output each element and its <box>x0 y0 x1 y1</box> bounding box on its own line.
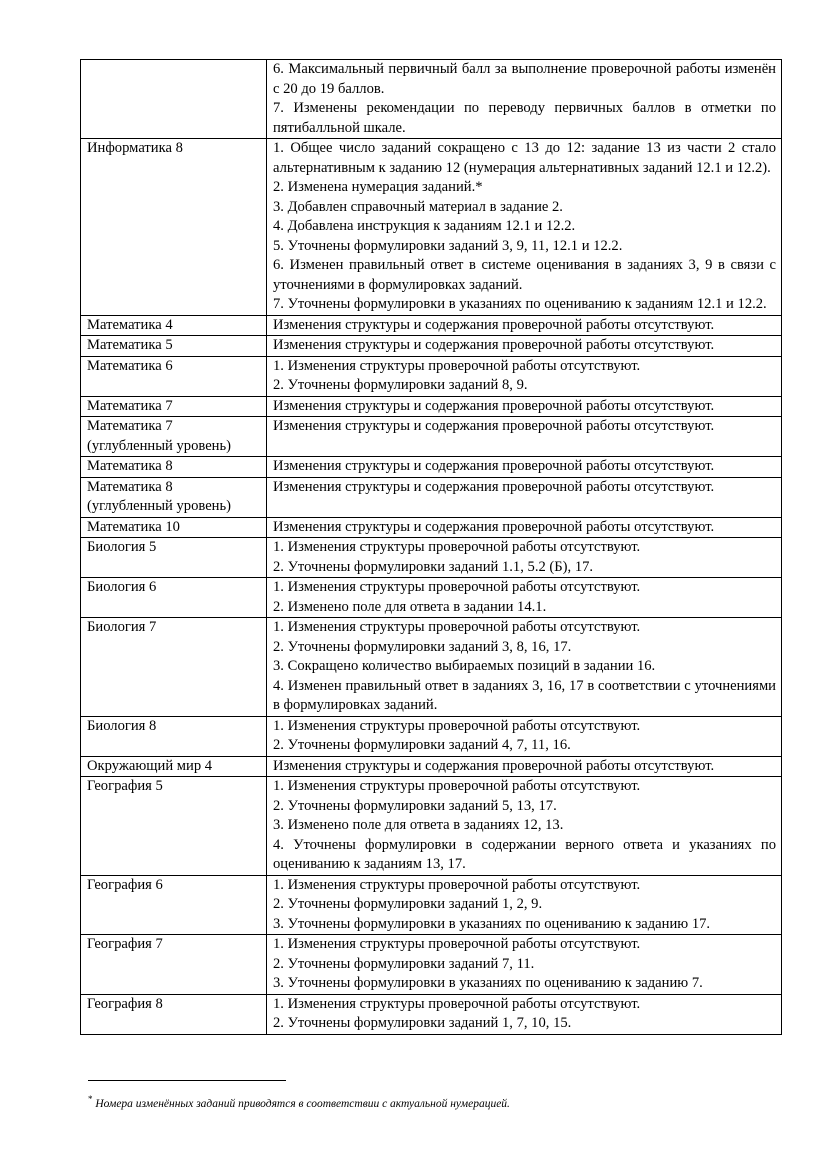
change-item: 7. Изменены рекомендации по переводу первичных баллов в отметки по пятибалльной шкале. <box>273 100 776 136</box>
change-item: 1. Изменения структуры проверочной работы отсутствуют. <box>273 579 641 595</box>
subject-cell: Математика 6 <box>81 356 267 396</box>
table-row <box>81 875 782 935</box>
subject-cell <box>81 60 267 139</box>
table-row <box>81 315 782 336</box>
subject-cell: Окружающий мир 4 <box>81 756 267 777</box>
change-item: 5. Уточнены формулировки заданий 3, 9, 11, 12.1 и 12.2. <box>273 237 623 254</box>
change-item: 2. Уточнены формулировки заданий 4, 7, 11, 16. <box>273 737 571 753</box>
change-item: 1. Изменения структуры проверочной работы отсутствуют. <box>273 357 641 374</box>
footnote-divider <box>88 1080 286 1081</box>
change-item: 6. Максимальный первичный балл за выполнение проверочной работы изменён с 20 до 19 баллов. <box>273 61 776 97</box>
change-item: 7. Уточнены формулировки в указаниях по оцениванию к заданиям 12.1 и 12.2. <box>273 296 767 312</box>
change-item: 2. Изменено поле для ответа в задании 14.1. <box>273 598 547 615</box>
table-row <box>81 777 782 876</box>
changes-cell <box>267 396 782 417</box>
changes-cell <box>267 336 782 357</box>
footnote-marker: * <box>88 1094 93 1104</box>
table-row <box>81 517 782 538</box>
change-item: 3. Добавлен справочный материал в задание 2. <box>273 198 563 215</box>
changes-cell <box>267 756 782 777</box>
changes-cell <box>267 875 782 935</box>
change-item: 1. Общее число заданий сокращено с 13 до 12: задание 13 из части 2 стало альтернативным к заданию 12 (нумерация альтернативных заданий 12.1 и 12.2). <box>273 140 776 176</box>
changes-cell <box>267 139 782 316</box>
table-row <box>81 356 782 396</box>
change-item: 2. Уточнены формулировки заданий 8, 9. <box>273 377 528 393</box>
change-item: Изменения структуры и содержания проверочной работы отсутствуют. <box>273 458 715 474</box>
subject-cell: Математика 4 <box>81 315 267 336</box>
changes-table <box>80 59 782 1035</box>
changes-cell <box>267 60 782 139</box>
changes-cell <box>267 356 782 396</box>
changes-cell <box>267 777 782 876</box>
table-row <box>81 417 782 457</box>
subject-cell: Математика 7 (углубленный уровень) <box>81 417 267 457</box>
table-row <box>81 756 782 777</box>
table-row <box>81 935 782 995</box>
table-row <box>81 578 782 618</box>
table-row <box>81 538 782 578</box>
change-item: 2. Изменена нумерация заданий.* <box>273 179 483 195</box>
change-item: Изменения структуры и содержания проверочной работы отсутствуют. <box>273 757 715 774</box>
change-item: Изменения структуры и содержания проверочной работы отсутствуют. <box>273 397 715 414</box>
change-item: 2. Уточнены формулировки заданий 1.1, 5.2 (Б), 17. <box>273 558 594 575</box>
change-item: 2. Уточнены формулировки заданий 1, 7, 10, 15. <box>273 1015 572 1031</box>
footnote <box>88 1092 778 1112</box>
subject-cell: Биология 5 <box>81 538 267 578</box>
subject-cell: Математика 7 <box>81 396 267 417</box>
change-item: 1. Изменения структуры проверочной работы отсутствуют. <box>273 936 641 952</box>
change-item: Изменения структуры и содержания проверочной работы отсутствуют. <box>273 478 715 495</box>
table-row <box>81 994 782 1034</box>
changes-cell <box>267 517 782 538</box>
table-row <box>81 336 782 357</box>
changes-cell <box>267 457 782 478</box>
table-row <box>81 139 782 316</box>
change-item: 2. Уточнены формулировки заданий 5, 13, 17. <box>273 797 557 814</box>
change-item: 3. Уточнены формулировки в указаниях по оцениванию к заданию 17. <box>273 915 711 932</box>
change-item: 6. Изменен правильный ответ в системе оценивания в заданиях 3, 9 в связи с уточнениями в формулировках заданий. <box>273 257 776 293</box>
subject-cell: География 7 <box>81 935 267 995</box>
subject-cell: Информатика 8 <box>81 139 267 316</box>
change-item: Изменения структуры и содержания проверочной работы отсутствуют. <box>273 418 715 434</box>
subject-cell: Математика 8 <box>81 457 267 478</box>
subject-cell: География 8 <box>81 994 267 1034</box>
change-item: 1. Изменения структуры проверочной работы отсутствуют. <box>273 778 641 794</box>
subject-cell: География 5 <box>81 777 267 876</box>
subject-cell: Биология 6 <box>81 578 267 618</box>
change-item: 4. Изменен правильный ответ в заданиях 3, 16, 17 в соответствии с уточнениями в формулировках заданий. <box>273 677 776 713</box>
change-item: 2. Уточнены формулировки заданий 3, 8, 16, 17. <box>273 638 572 655</box>
footnote-text: Номера изменённых заданий приводятся в соответствии с актуальной нумерацией. <box>95 1097 510 1110</box>
change-item: 1. Изменения структуры проверочной работы отсутствуют. <box>273 995 641 1012</box>
table-row <box>81 60 782 139</box>
change-item: 1. Изменения структуры проверочной работы отсутствуют. <box>273 876 641 893</box>
change-item: 1. Изменения структуры проверочной работы отсутствуют. <box>273 619 641 635</box>
changes-cell <box>267 716 782 756</box>
subject-cell: География 6 <box>81 875 267 935</box>
change-item: 2. Уточнены формулировки заданий 7, 11. <box>273 955 535 972</box>
table-row <box>81 477 782 517</box>
table-row <box>81 716 782 756</box>
changes-cell <box>267 315 782 336</box>
change-item: Изменения структуры и содержания проверочной работы отсутствуют. <box>273 518 715 535</box>
change-item: 1. Изменения структуры проверочной работы отсутствуют. <box>273 539 641 555</box>
change-item: 1. Изменения структуры проверочной работы отсутствуют. <box>273 717 641 734</box>
change-item: 4. Добавлена инструкция к заданиям 12.1 и 12.2. <box>273 218 576 234</box>
change-item: 3. Сокращено количество выбираемых позиций в задании 16. <box>273 658 656 674</box>
changes-cell <box>267 417 782 457</box>
table-body <box>81 60 782 1035</box>
changes-cell <box>267 477 782 517</box>
subject-cell: Математика 10 <box>81 517 267 538</box>
change-item: 2. Уточнены формулировки заданий 1, 2, 9. <box>273 896 543 912</box>
table-row <box>81 396 782 417</box>
subject-cell: Биология 8 <box>81 716 267 756</box>
change-item: Изменения структуры и содержания проверочной работы отсутствуют. <box>273 316 715 333</box>
changes-cell <box>267 935 782 995</box>
table-row <box>81 618 782 717</box>
subject-cell: Математика 5 <box>81 336 267 357</box>
changes-cell <box>267 578 782 618</box>
change-item: 3. Уточнены формулировки в указаниях по оцениванию к заданию 7. <box>273 975 703 991</box>
change-item: 4. Уточнены формулировки в содержании верного ответа и указаниях по оцениванию к заданиям 13, 17. <box>273 836 776 872</box>
subject-cell: Биология 7 <box>81 618 267 717</box>
change-item: Изменения структуры и содержания проверочной работы отсутствуют. <box>273 337 715 353</box>
changes-cell <box>267 538 782 578</box>
subject-cell: Математика 8 (углубленный уровень) <box>81 477 267 517</box>
changes-cell <box>267 994 782 1034</box>
change-item: 3. Изменено поле для ответа в заданиях 12, 13. <box>273 817 564 833</box>
table-row <box>81 457 782 478</box>
changes-cell <box>267 618 782 717</box>
